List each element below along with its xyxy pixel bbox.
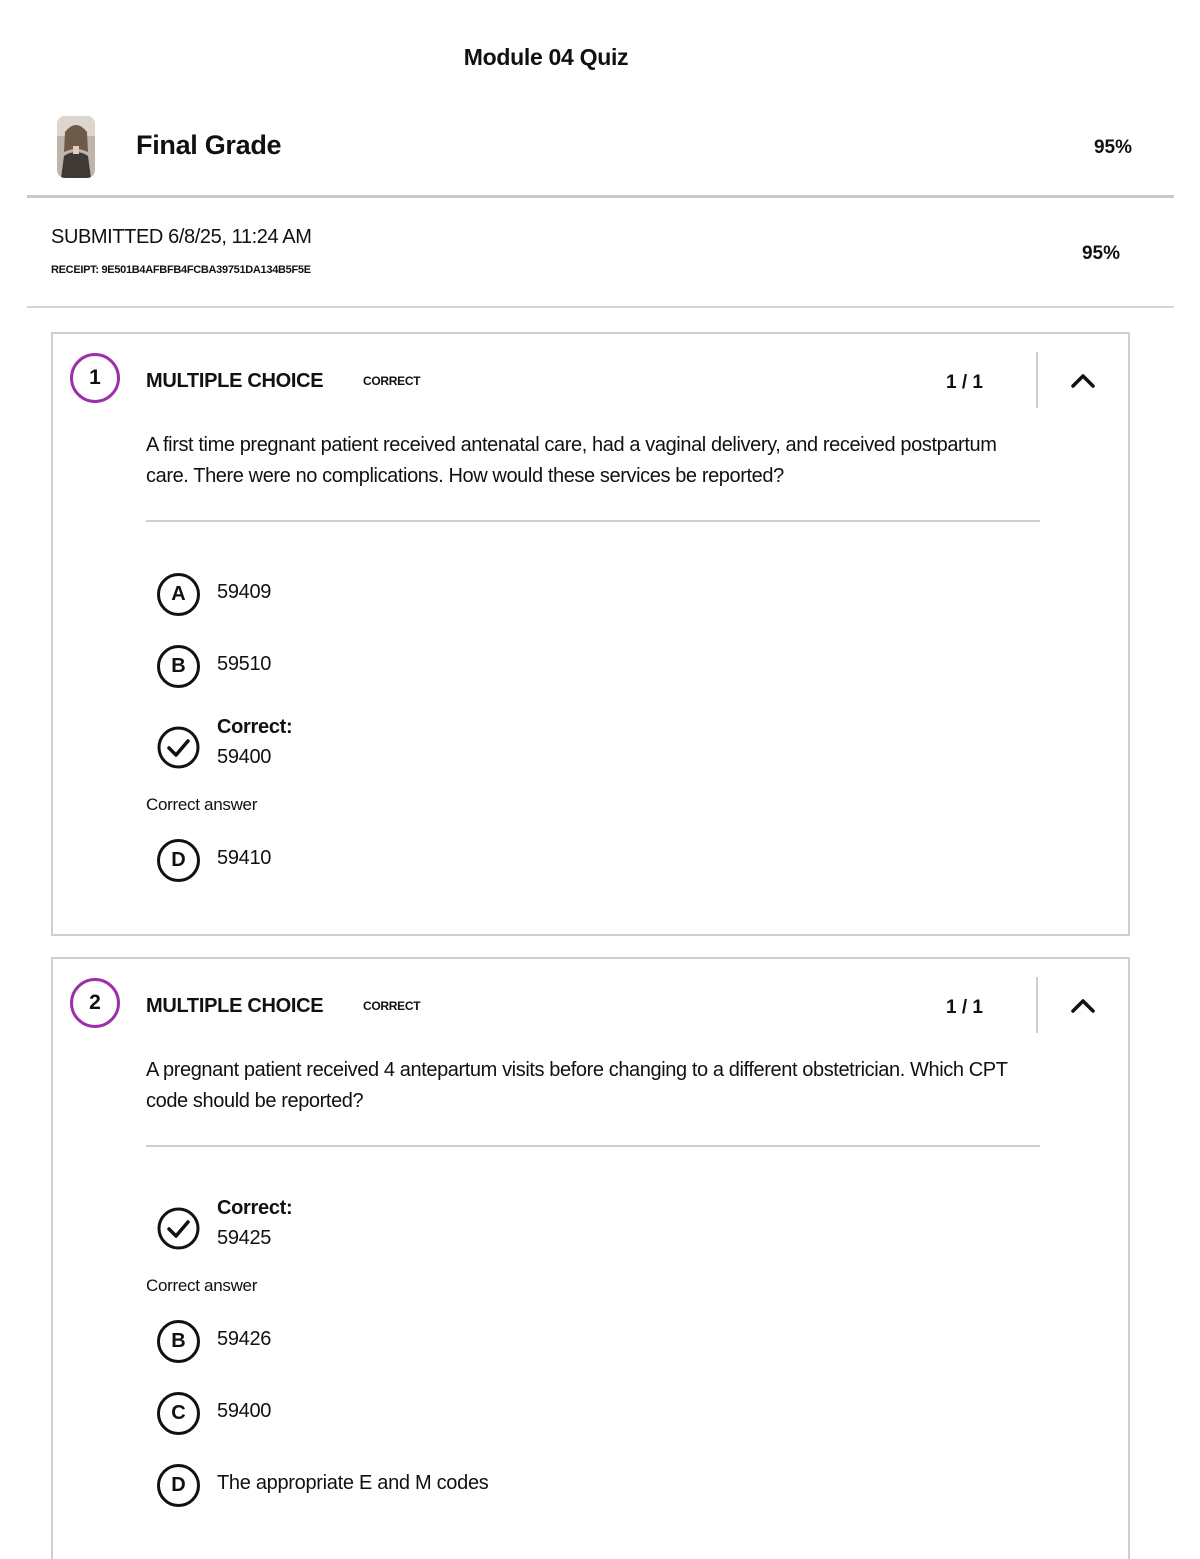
question-text: A pregnant patient received 4 antepartum visits before changing to a different obstetrician. Which CPT code should be reported? [146, 1059, 1008, 1112]
collapse-toggle-button[interactable] [1068, 995, 1098, 1015]
option-text: 59510 [217, 653, 272, 675]
collapse-toggle-button[interactable] [1068, 370, 1098, 390]
question-number: 1 [70, 353, 120, 403]
question-status: CORRECT [363, 374, 421, 388]
option-text: 59426 [217, 1328, 272, 1350]
option-text: 59400 [217, 746, 272, 768]
option-letter: B [157, 645, 200, 688]
final-grade-value: 95% [1093, 137, 1132, 158]
option-text: 59425 [217, 1227, 272, 1249]
correct-label: Correct: [217, 716, 293, 738]
question-score: 1 / 1 [946, 997, 983, 1018]
correct-answer-note: Correct answer [146, 1276, 258, 1295]
option-text: 59410 [217, 847, 272, 869]
option-letter: A [157, 573, 200, 616]
option-letter: D [157, 839, 200, 882]
question-score: 1 / 1 [946, 372, 983, 393]
question-card [51, 332, 1130, 936]
divider [27, 306, 1174, 308]
question-type: MULTIPLE CHOICE [146, 995, 324, 1017]
final-grade-label: Final Grade [136, 130, 282, 160]
correct-answer-note: Correct answer [146, 795, 258, 814]
option-text: The appropriate E and M codes [217, 1472, 489, 1494]
check-circle-icon [157, 1207, 200, 1250]
divider [146, 1145, 1040, 1147]
avatar [57, 116, 95, 178]
chevron-up-icon [1068, 370, 1098, 390]
option-letter: D [157, 1464, 200, 1507]
page-title: Module 04 Quiz [463, 44, 629, 70]
question-type: MULTIPLE CHOICE [146, 370, 324, 392]
submission-date: SUBMITTED 6/8/25, 11:24 AM [51, 226, 312, 248]
divider [146, 520, 1040, 522]
option-letter: B [157, 1320, 200, 1363]
header-divider [1036, 352, 1038, 408]
question-card [51, 957, 1130, 1559]
submission-grade: 95% [1081, 243, 1120, 264]
check-circle-icon [157, 726, 200, 769]
correct-label: Correct: [217, 1197, 293, 1219]
avatar-photo-icon [57, 116, 95, 178]
question-status: CORRECT [363, 999, 421, 1013]
option-letter: C [157, 1392, 200, 1435]
header-divider [1036, 977, 1038, 1033]
question-number: 2 [70, 978, 120, 1028]
submission-receipt: RECEIPT: 9E501B4AFBFB4FCBA39751DA134B5F5E [51, 264, 311, 276]
divider [27, 195, 1174, 198]
question-text: A first time pregnant patient received antenatal care, had a vaginal delivery, and received postpartum care. There were no complications. How would these services be reported? [146, 434, 997, 487]
option-text: 59409 [217, 581, 272, 603]
chevron-up-icon [1068, 995, 1098, 1015]
option-text: 59400 [217, 1400, 272, 1422]
